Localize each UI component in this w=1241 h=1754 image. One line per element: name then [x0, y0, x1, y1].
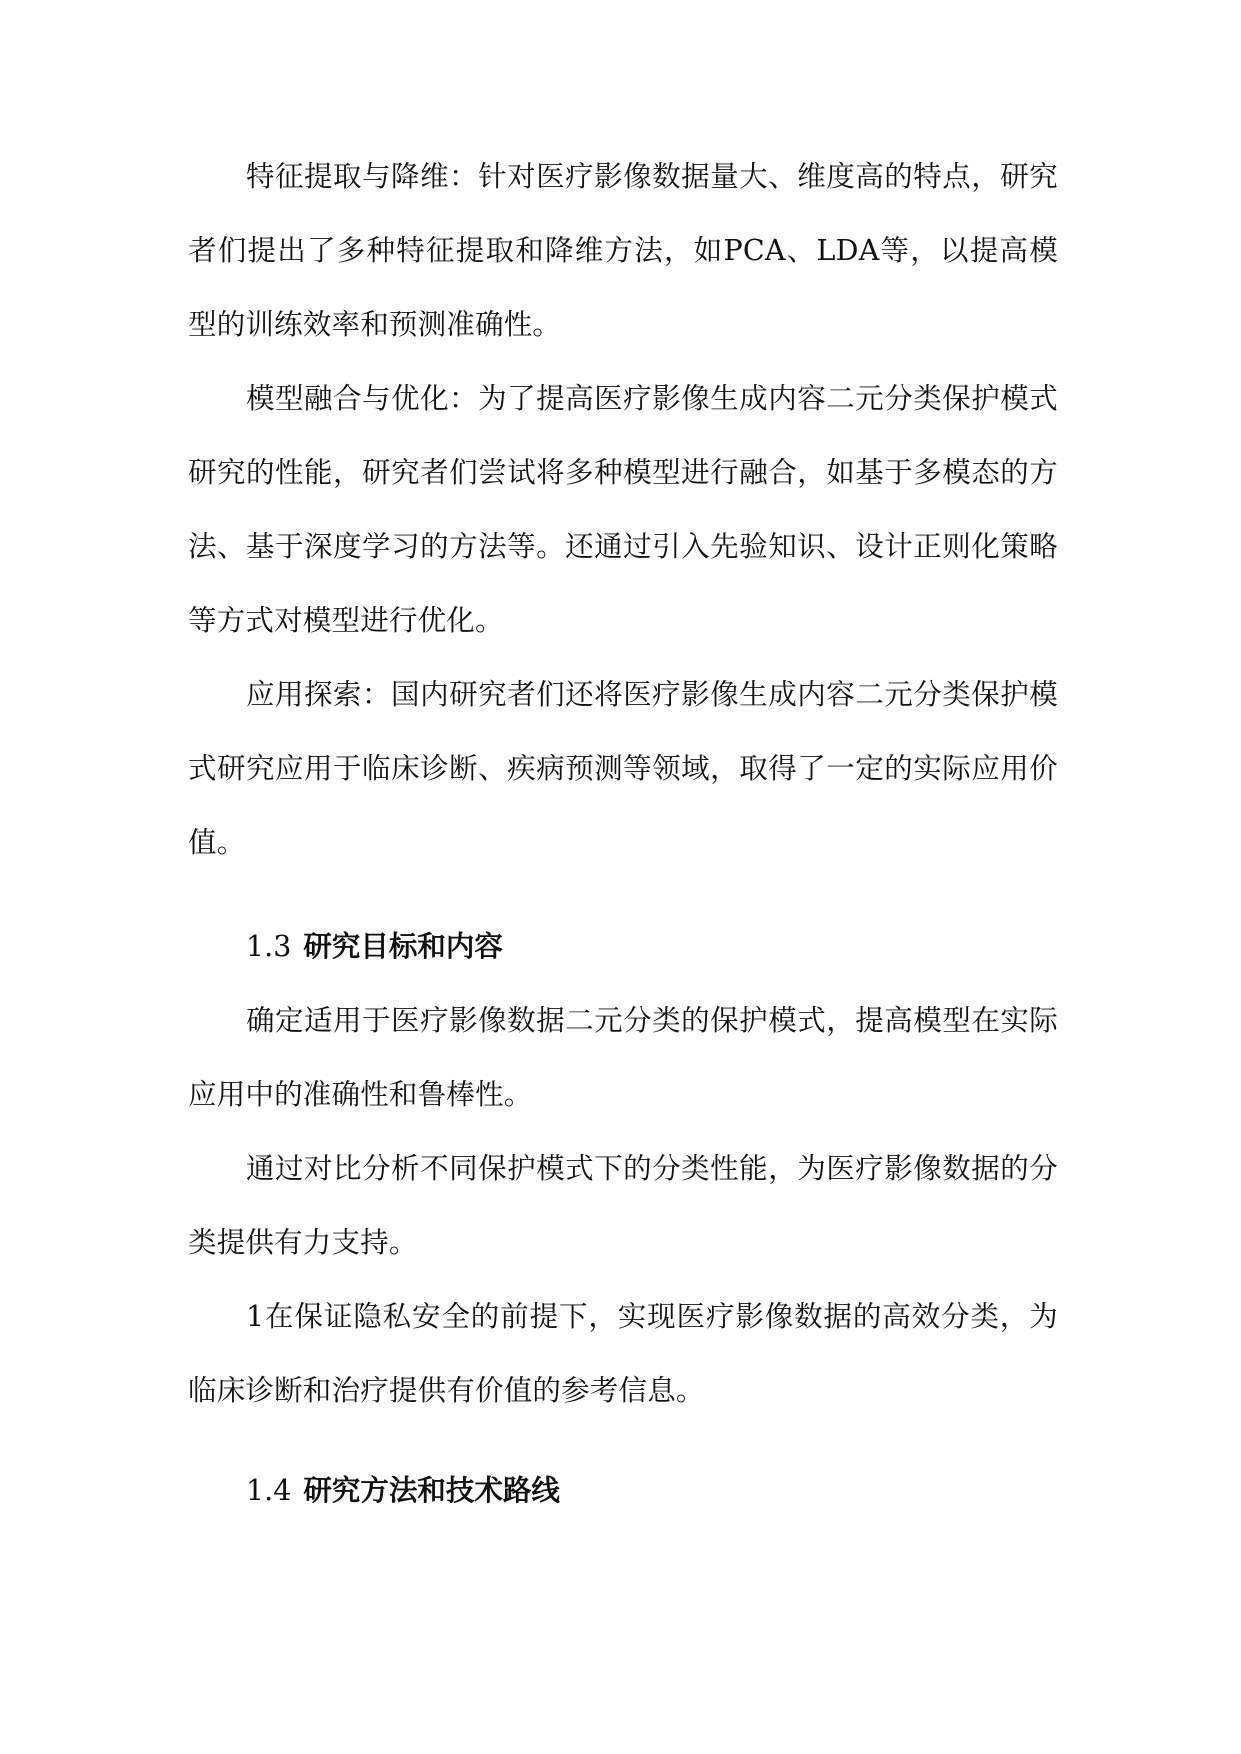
section-number: 1.4 — [246, 1474, 292, 1507]
paragraph-goal-protection-mode: 确定适用于医疗影像数据二元分类的保护模式，提高模型在实际应用中的准确性和鲁棒性。 — [188, 1004, 1058, 1111]
document-body — [188, 140, 1058, 1528]
section-title: 研究目标和内容 — [303, 930, 503, 963]
section-title: 研究方法和技术路线 — [303, 1474, 560, 1507]
paragraph-goal-comparison: 通过对比分析不同保护模式下的分类性能，为医疗影像数据的分类提供有力支持。 — [188, 1152, 1058, 1259]
section-heading-1-3 — [188, 910, 1058, 984]
paragraph-application-exploration: 应用探索：国内研究者们还将医疗影像生成内容二元分类保护模式研究应用于临床诊断、疾病预测等领域，取得了一定的实际应用价值。 — [188, 678, 1058, 859]
paragraph-goal-privacy: 1在保证隐私安全的前提下，实现医疗影像数据的高效分类，为临床诊断和治疗提供有价值的参考信息。 — [188, 1300, 1058, 1407]
section-heading-1-4 — [188, 1454, 1058, 1528]
section-number: 1.3 — [246, 930, 292, 963]
paragraph-feature-extraction: 特征提取与降维：针对医疗影像数据量大、维度高的特点，研究者们提出了多种特征提取和降维方法，如PCA、LDA等，以提高模型的训练效率和预测准确性。 — [188, 160, 1058, 341]
paragraph-model-fusion: 模型融合与优化：为了提高医疗影像生成内容二元分类保护模式研究的性能，研究者们尝试将多种模型进行融合，如基于多模态的方法、基于深度学习的方法等。还通过引入先验知识、设计正则化策略等方式对模型进行优化。 — [188, 382, 1058, 637]
